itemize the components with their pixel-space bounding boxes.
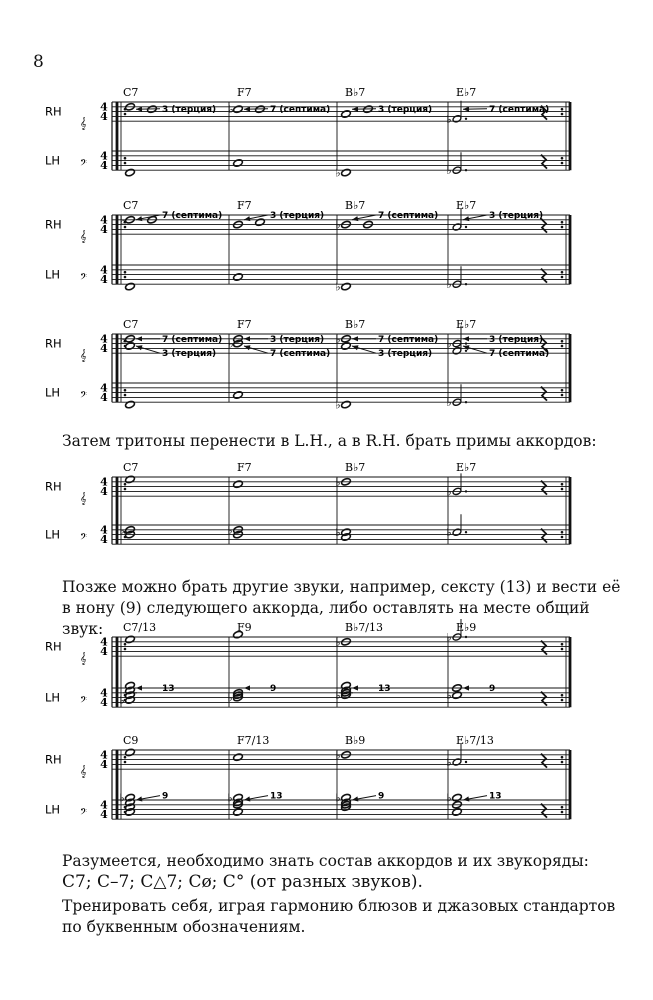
- bass-clef: 𝄢: [80, 531, 88, 545]
- annotation-label: 9: [162, 791, 169, 802]
- time-signature-top: 4: [100, 748, 108, 762]
- quarter-rest: [541, 804, 547, 818]
- annotation-label: 3 (терция): [162, 349, 217, 360]
- time-signature-bottom: 4: [100, 273, 108, 287]
- flat-sign: ♭: [335, 280, 341, 294]
- flat-sign: ♭: [119, 791, 125, 805]
- whole-note: [233, 753, 244, 762]
- treble-clef: 𝄞: [80, 349, 87, 363]
- repeat-dot: [561, 221, 564, 224]
- arrow-head: [352, 345, 358, 350]
- flat-sign: ♭: [228, 103, 234, 117]
- time-signature-top: 4: [100, 332, 108, 346]
- whole-note: [452, 808, 463, 817]
- repeat-dot: [124, 643, 127, 646]
- whole-note: [233, 159, 244, 168]
- annotation-label: 13: [270, 791, 283, 802]
- annotation-label: 7 (септима): [270, 104, 331, 115]
- flat-sign: ♭: [119, 694, 125, 707]
- repeat-dot: [124, 761, 127, 764]
- quarter-rest: [541, 754, 547, 768]
- flat-sign: ♭: [119, 523, 125, 537]
- arrow-head: [463, 107, 469, 112]
- flat-sign: ♭: [120, 213, 126, 227]
- chord-symbol: F7: [237, 461, 252, 474]
- label-rh: RH: [45, 752, 62, 767]
- chord-symbol: C7: [123, 318, 139, 331]
- repeat-dot: [124, 276, 127, 279]
- annotation-label: 3 (терция): [270, 211, 325, 221]
- dot: [465, 490, 467, 492]
- repeat-dot: [124, 113, 127, 116]
- paragraph-tritones: Затем тритоны перенести в L.H., а в R.H. брать примы аккордов:: [62, 432, 597, 450]
- repeat-dot: [561, 694, 564, 697]
- flat-sign: ♭: [446, 164, 452, 178]
- repeat-dot: [561, 648, 564, 651]
- annotation-label: 13: [162, 684, 175, 694]
- time-signature-bottom: 4: [100, 485, 108, 499]
- whole-note: [341, 282, 352, 291]
- flat-sign: ♭: [227, 523, 233, 537]
- chord-symbol: E♭7: [456, 318, 477, 331]
- chord-symbol: C7: [123, 461, 139, 474]
- chord-symbol: B♭7: [345, 199, 366, 212]
- bass-clef: 𝄢: [80, 694, 88, 708]
- arrow-head: [244, 685, 250, 690]
- repeat-dot: [561, 157, 564, 160]
- repeat-dot: [561, 483, 564, 486]
- repeat-dot: [561, 761, 564, 764]
- whole-note: [125, 168, 136, 177]
- chord-symbol: F7: [237, 318, 252, 331]
- flat-sign: ♭: [446, 526, 452, 540]
- flat-sign: ♭: [120, 332, 126, 346]
- annotation-label: 7 (септима): [378, 211, 439, 221]
- treble-clef: 𝄞: [80, 117, 87, 131]
- repeat-dot: [561, 806, 564, 809]
- bass-clef: 𝄢: [80, 157, 88, 171]
- annotation-label: 7 (септима): [162, 211, 223, 221]
- repeat-dot: [124, 271, 127, 274]
- whole-note: [125, 748, 136, 757]
- arrow-head: [244, 107, 250, 112]
- label-rh: RH: [45, 104, 62, 119]
- chord-symbol: E♭7/13: [456, 734, 494, 747]
- arrow-head: [352, 796, 358, 801]
- flat-sign: ♭: [335, 748, 341, 762]
- dot: [465, 350, 467, 352]
- annotation-label: 7 (септима): [378, 334, 439, 345]
- repeat-dot: [124, 157, 127, 160]
- paragraph-chord-knowledge: [62, 851, 632, 893]
- dot: [465, 283, 467, 285]
- label-lh: LH: [45, 527, 61, 542]
- time-signature-bottom: 4: [100, 391, 108, 405]
- label-rh: RH: [45, 479, 62, 494]
- treble-clef: 𝄞: [80, 230, 87, 244]
- chord-symbol: C7: [123, 86, 139, 99]
- chord-symbol: B♭9: [345, 734, 366, 747]
- whole-note: [125, 400, 136, 409]
- bass-clef: 𝄢: [80, 271, 88, 285]
- arrow-head: [244, 345, 250, 350]
- half-note: [452, 528, 462, 537]
- flat-sign: ♭: [227, 691, 233, 705]
- chord-symbol: E♭7: [456, 461, 477, 474]
- annotation-label: 3 (терция): [378, 104, 433, 115]
- repeat-dot: [561, 394, 564, 397]
- arrow-head: [463, 685, 469, 690]
- page-number: 8: [33, 52, 44, 72]
- annotation-label: 13: [378, 684, 391, 694]
- half-note: [452, 223, 462, 232]
- quarter-rest: [541, 269, 547, 283]
- quarter-rest: [541, 155, 547, 169]
- half-note: [452, 346, 462, 355]
- whole-note: [255, 218, 266, 227]
- annotation-label: 9: [378, 791, 385, 802]
- repeat-dot: [124, 488, 127, 491]
- chord-symbol: B♭7: [345, 318, 366, 331]
- quarter-rest: [541, 481, 547, 495]
- label-lh: LH: [45, 267, 61, 282]
- repeat-dot: [561, 389, 564, 392]
- flat-sign: ♭: [335, 218, 341, 232]
- repeat-dot: [124, 756, 127, 759]
- arrow-head: [244, 796, 250, 801]
- repeat-dot: [124, 394, 127, 397]
- dot: [465, 226, 467, 228]
- label-lh: LH: [45, 690, 61, 705]
- annotation-label: 7 (септима): [270, 349, 331, 360]
- time-signature-bottom: 4: [100, 223, 108, 237]
- flat-sign: ♭: [446, 278, 452, 292]
- arrow-head: [136, 685, 142, 690]
- time-signature-bottom: 4: [100, 645, 108, 659]
- time-signature-top: 4: [100, 149, 108, 163]
- dot: [465, 342, 467, 344]
- arrow-head: [463, 796, 469, 801]
- repeat-dot: [561, 488, 564, 491]
- whole-note: [125, 475, 136, 484]
- annotation-label: 3 (терция): [489, 211, 544, 221]
- repeat-dot: [561, 756, 564, 759]
- chord-symbol: B♭7: [345, 86, 366, 99]
- repeat-dot: [561, 811, 564, 814]
- arrow-head: [352, 336, 358, 341]
- whole-note: [233, 105, 244, 114]
- time-signature-top: 4: [100, 635, 108, 649]
- flat-sign: ♭: [446, 689, 452, 703]
- chord-symbol: B♭7/13: [345, 621, 383, 634]
- flat-sign: ♭: [446, 756, 452, 769]
- arrow-head: [136, 336, 142, 341]
- repeat-dot: [561, 345, 564, 348]
- quarter-rest: [541, 529, 547, 543]
- dot: [465, 761, 467, 763]
- label-lh: LH: [45, 802, 61, 817]
- time-signature-top: 4: [100, 686, 108, 700]
- time-signature-bottom: 4: [100, 110, 108, 124]
- arrow-head: [463, 336, 469, 341]
- arrow-head: [136, 216, 142, 221]
- time-signature-bottom: 4: [100, 159, 108, 173]
- flat-sign: ♭: [335, 166, 341, 180]
- repeat-dot: [561, 271, 564, 274]
- whole-note: [452, 691, 463, 700]
- flat-sign: ♭: [446, 631, 452, 644]
- time-signature-top: 4: [100, 263, 108, 277]
- chord-symbol: C7: [123, 199, 139, 212]
- time-signature-top: 4: [100, 100, 108, 114]
- chord-symbol: E♭7: [456, 86, 477, 99]
- annotation-label: 3 (терция): [162, 104, 217, 115]
- treble-clef: 𝄞: [80, 652, 87, 666]
- whole-note: [125, 342, 136, 351]
- repeat-dot: [561, 643, 564, 646]
- arrow-head: [352, 685, 358, 690]
- annotation-label: 3 (терция): [378, 349, 433, 360]
- flat-sign: ♭: [335, 398, 341, 412]
- repeat-dot: [561, 536, 564, 539]
- annotation-label: 9: [270, 684, 277, 694]
- flat-sign: ♭: [227, 791, 233, 805]
- label-lh: LH: [45, 153, 61, 168]
- flat-sign: ♭: [446, 791, 452, 805]
- treble-clef: 𝄞: [80, 492, 87, 506]
- arrow-head: [136, 796, 142, 801]
- chord-symbol: E♭7: [456, 199, 477, 212]
- time-signature-top: 4: [100, 523, 108, 537]
- whole-note: [341, 110, 352, 119]
- annotation-label: 7 (септима): [162, 334, 223, 345]
- half-note: [452, 114, 462, 123]
- whole-note: [125, 282, 136, 291]
- treble-clef: 𝄞: [80, 765, 87, 779]
- flat-sign: ♭: [335, 526, 341, 540]
- whole-note: [233, 273, 244, 282]
- arrow-head: [352, 216, 358, 221]
- flat-sign: ♭: [446, 112, 452, 126]
- dot: [465, 401, 467, 403]
- repeat-dot: [124, 162, 127, 165]
- annotation-label: 7 (септима): [489, 104, 550, 115]
- chord-symbol: F7: [237, 199, 252, 212]
- chord-symbol: C9: [123, 734, 139, 747]
- paragraph-practice: Тренировать себя, играя гармонию блюзов и джазовых стандартов по буквенным обозначениям.: [62, 897, 616, 936]
- paragraph-sixth-ninth: Позже можно брать другие звуки, например, сексту (13) и вести её в нону (9) следующего аккорда, либо оставлять на месте общий звук:: [62, 578, 621, 638]
- dot: [465, 169, 467, 171]
- annotation-label: 13: [489, 791, 502, 802]
- arrow-head: [136, 107, 142, 112]
- flat-sign: ♭: [335, 635, 341, 649]
- quarter-rest: [541, 692, 547, 706]
- repeat-dot: [561, 113, 564, 116]
- arrow-head: [463, 216, 469, 221]
- bass-clef: 𝄢: [80, 389, 88, 403]
- arrow-head: [244, 336, 250, 341]
- paragraph-chord-symbols: C7; C–7; C△7; Cø; C° (от разных звуков).: [62, 872, 423, 892]
- annotation-label: 3 (терция): [489, 334, 544, 345]
- flat-sign: ♭: [446, 337, 452, 351]
- flat-sign: ♭: [335, 332, 341, 346]
- repeat-dot: [561, 162, 564, 165]
- arrow-head: [463, 345, 469, 350]
- flat-sign: ♭: [446, 485, 452, 499]
- flat-sign: ♭: [446, 396, 452, 410]
- repeat-dot: [124, 648, 127, 651]
- repeat-dot: [561, 276, 564, 279]
- time-signature-top: 4: [100, 475, 108, 489]
- time-signature-top: 4: [100, 381, 108, 395]
- repeat-dot: [561, 108, 564, 111]
- chord-symbol: E♭9: [456, 621, 477, 634]
- arrow-head: [136, 345, 142, 350]
- chord-symbol: C7/13: [123, 621, 157, 634]
- arrow-head: [352, 107, 358, 112]
- annotation-label: 3 (терция): [270, 334, 325, 345]
- time-signature-bottom: 4: [100, 696, 108, 710]
- arrow-head: [244, 216, 250, 221]
- time-signature-bottom: 4: [100, 758, 108, 772]
- chord-symbol: F7/13: [237, 734, 270, 747]
- time-signature-bottom: 4: [100, 342, 108, 356]
- label-lh: LH: [45, 385, 61, 400]
- paragraph-chord-knowledge-line1: Разумеется, необходимо знать состав аккордов и их звукоряды:: [62, 852, 589, 870]
- time-signature-bottom: 4: [100, 808, 108, 822]
- whole-note: [233, 391, 244, 400]
- flat-sign: ♭: [335, 475, 341, 489]
- label-rh: RH: [45, 639, 62, 654]
- annotation-label: 9: [489, 684, 496, 694]
- repeat-dot: [561, 226, 564, 229]
- bass-clef: 𝄢: [80, 806, 88, 820]
- quarter-rest: [541, 387, 547, 401]
- whole-note: [341, 400, 352, 409]
- chord-symbol: F9: [237, 621, 252, 634]
- whole-note: [341, 342, 352, 351]
- time-signature-top: 4: [100, 213, 108, 227]
- label-rh: RH: [45, 336, 62, 351]
- chord-symbol: B♭7: [345, 461, 366, 474]
- flat-sign: ♭: [228, 337, 234, 351]
- quarter-rest: [541, 641, 547, 655]
- dot: [465, 118, 467, 120]
- label-rh: RH: [45, 217, 62, 232]
- repeat-dot: [124, 483, 127, 486]
- repeat-dot: [124, 389, 127, 392]
- whole-note: [452, 793, 463, 802]
- chord-symbol: F7: [237, 86, 252, 99]
- time-signature-top: 4: [100, 798, 108, 812]
- whole-note: [341, 168, 352, 177]
- repeat-dot: [561, 531, 564, 534]
- whole-note: [233, 480, 244, 489]
- dot: [465, 531, 467, 533]
- whole-note: [233, 808, 244, 817]
- repeat-dot: [561, 699, 564, 702]
- repeat-dot: [561, 340, 564, 343]
- flat-sign: ♭: [335, 791, 341, 805]
- half-note: [452, 758, 462, 767]
- flat-sign: ♭: [335, 689, 341, 703]
- annotation-label: 7 (септима): [489, 349, 550, 360]
- time-signature-bottom: 4: [100, 533, 108, 547]
